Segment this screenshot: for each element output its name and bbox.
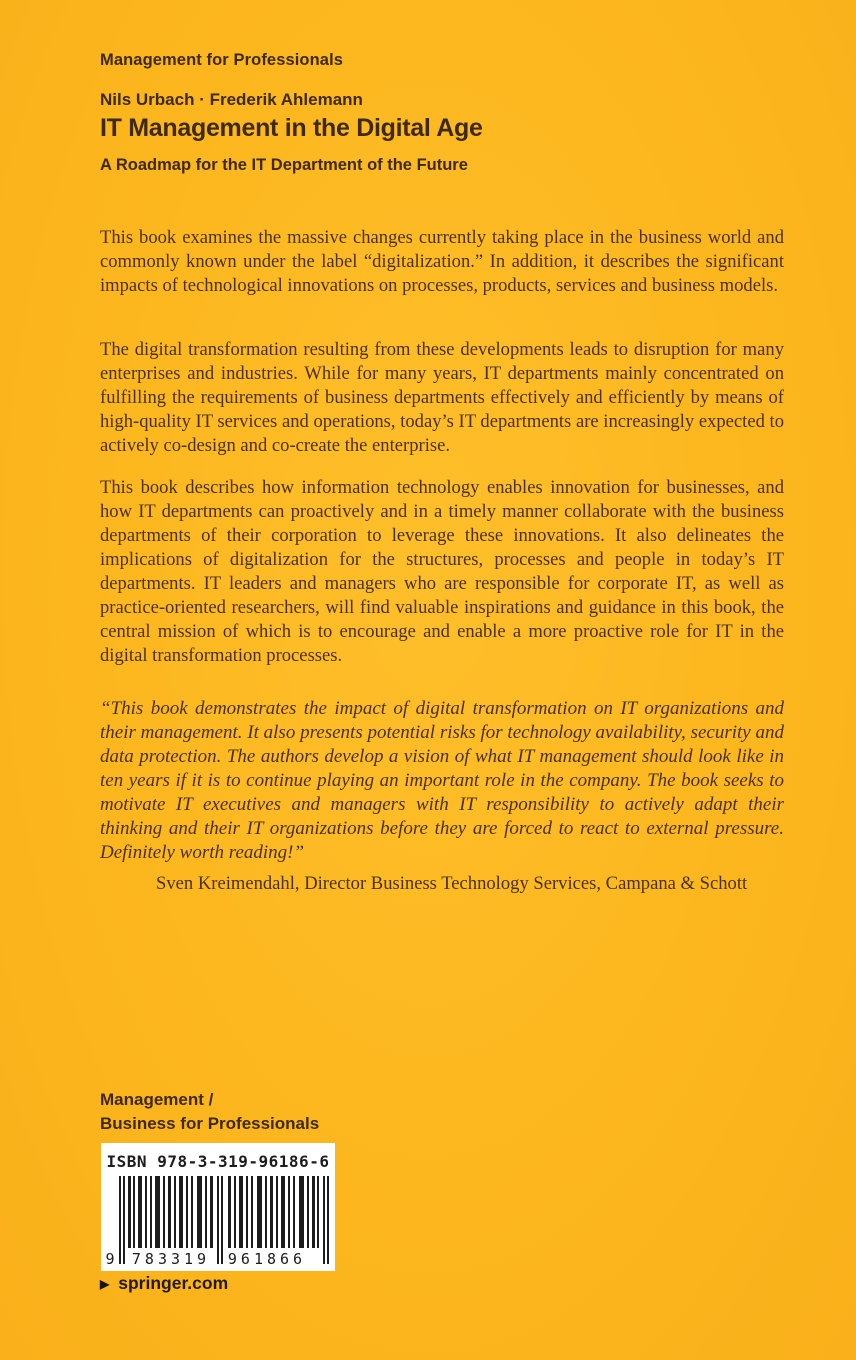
barcode-digits bbox=[103, 1250, 333, 1268]
book-subtitle: A Roadmap for the IT Department of the Future bbox=[100, 156, 468, 174]
synopsis-paragraph-2: The digital transformation resulting from these developments leads to disruption for many enterprises and industries. While for many years, IT departments mainly concentrated on fulfilling the requirements of business departments effectively and efficiently by means of high-quality IT services and operations, today’s IT departments are increasingly expected to actively co-design and co-create the enterprise. bbox=[100, 339, 784, 456]
springer-arrow-icon: ▶ bbox=[100, 1276, 110, 1291]
review-attribution: Sven Kreimendahl, Director Business Technology Services, Campana & Schott bbox=[156, 873, 748, 894]
synopsis-paragraph-3: This book describes how information technology enables innovation for businesses, and how IT departments can proactively and in a timely manner collaborate with the business departments of their corporation to leverage these innovations. It also delineates the implications of digitalization for the structures, processes and people in today’s IT departments. IT leaders and managers who are responsible for corporate IT, as well as practice-oriented researchers, will find valuable inspirations and guidance in this book, the central mission of which is to encourage and enable a more proactive role for IT in the digital transformation processes. bbox=[100, 477, 784, 666]
isbn-box bbox=[101, 1143, 335, 1271]
category-line-2: Business for Professionals bbox=[100, 1114, 320, 1133]
isbn-number: ISBN 978-3-319-96186-6 bbox=[106, 1152, 330, 1171]
publisher-url: springer.com bbox=[118, 1273, 229, 1293]
authors: Nils Urbach · Frederik Ahlemann bbox=[100, 90, 363, 109]
category-line-1: Management / bbox=[100, 1090, 214, 1109]
review-quote: “This book demonstrates the impact of digital transformation on IT organizations and their management. It also presents potential risks for technology availability, security and data protection. The authors develop a vision of what IT management should look like in ten years if it is to continue playing an important role in the company. The book seeks to motivate IT executives and managers with IT responsibility to actively adapt their thinking and their IT organizations before they are forced to react to external pressure. Definitely worth reading!” bbox=[100, 698, 784, 863]
ean-barcode bbox=[103, 1176, 333, 1270]
book-title: IT Management in the Digital Age bbox=[100, 114, 483, 142]
series-title: Management for Professionals bbox=[100, 51, 344, 69]
publisher-line bbox=[100, 1273, 228, 1294]
barcode-digit-group-1: 783319 bbox=[127, 1250, 215, 1268]
barcode-digit-group-2: 961866 bbox=[223, 1250, 311, 1268]
category-label bbox=[100, 1088, 784, 1136]
synopsis-paragraph-1: This book examines the massive changes currently taking place in the business world and commonly known under the label “digitalization.” In addition, it describes the significant impacts of technological innovations on processes, products, services and business models. bbox=[100, 227, 784, 296]
barcode-digit-left: 9 bbox=[105, 1250, 115, 1268]
